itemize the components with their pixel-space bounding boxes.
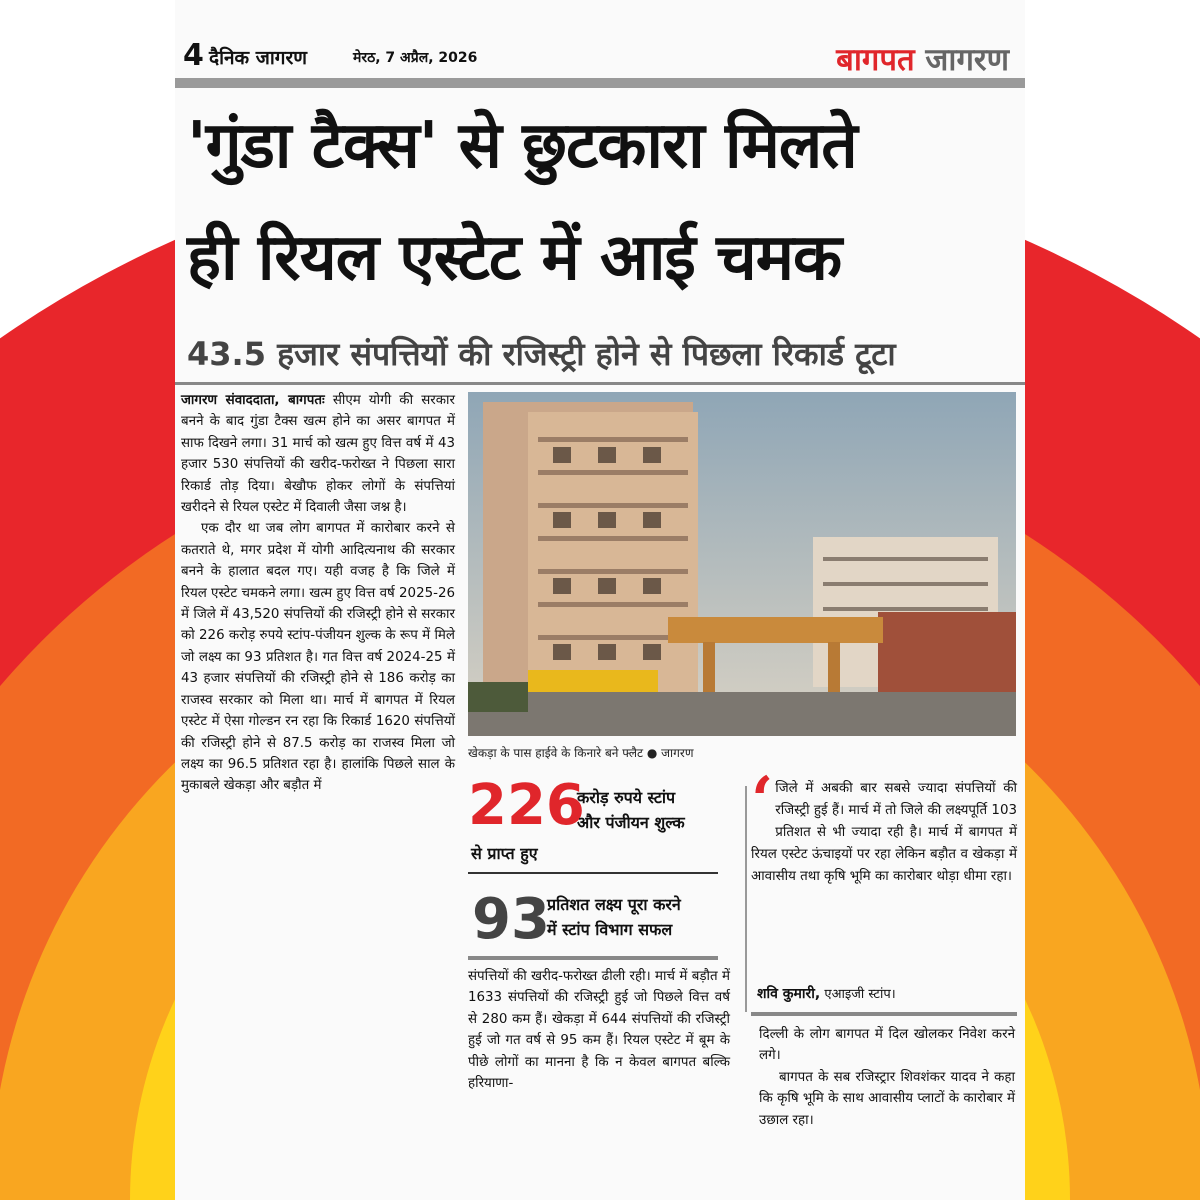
stat-divider (468, 872, 718, 874)
article-column-3-paragraph-1: दिल्ली के लोग बागपत में दिल खोलकर निवेश करने लगे। (759, 1027, 1015, 1064)
masthead-rule (175, 78, 1025, 88)
divider (175, 382, 1025, 385)
stat-text-93-line-1: प्रतिशत लक्ष्य पूरा करने (547, 895, 681, 914)
date-line: मेरठ, 7 अप्रैल, 2026 (353, 50, 478, 66)
edition-title (836, 38, 1009, 80)
stat-text-93-line-2: में स्टांप विभाग सफल (547, 920, 673, 939)
stat-divider-bottom (468, 956, 718, 960)
headline (187, 90, 1017, 314)
article-column-2-text: संपत्तियों की खरीद-फरोख्त ढीली रही। मार्च में बड़ौत में 1633 संपत्तियों की रजिस्ट्री हुई जो पिछले वित्त वर्ष से 280 कम हैं। खेकड़ा में 644 संपत्तियों की रजिस्ट्री हुई जो गत वर्ष से 95 कम हैं। रियल एस्टेट में बूम के पीछे लोगों का मानना है कि न केवल बागपत बल्कि हरियाणा- (468, 969, 730, 1092)
article-column-3-paragraph-2: बागपत के सब रजिस्ट्रार शिवशंकर यादव ने कहा कि कृषि भूमि के साथ आवासीय प्लाटों के कारोबार में उछाल रहा। (759, 1069, 1015, 1128)
byline: जागरण संवाददाता, बागपतः (181, 393, 325, 408)
quote-box (751, 763, 1017, 888)
article-paragraph-2: एक दौर था जब लोग बागपत में कारोबार करने से कतराते थे, मगर प्रदेश में योगी आदित्यनाथ की सरकार बनने के हालात बदल गए। यही वजह है कि जिले में रियल एस्टेट चमकने लगा। खत्म हुए वित्त वर्ष 2025-26 में जिले में 43,520 संपत्तियों की रजिस्ट्री होने से सरकार को 226 करोड़ रुपये स्टांप-पंजीयन शुल्क के रूप में मिले जो लक्ष्य का 93 प्रतिशत है। गत वित्त वर्ष 2024-25 में 43 हजार संपत्तियों की रजिस्ट्री होने से 186 करोड़ का राजस्व सरकार को मिला था। मार्च में बागपत में रियल एस्टेट में ऐसा गोल्डन रन रहा कि रिकार्ड 1620 संपत्तियों की रजिस्ट्री होने से 87.5 करोड़ का राजस्व मिला जो लक्ष्य का 96.5 प्रतिशत रहा है। हालांकि पिछले साल के मुकाबले खेकड़ा और बड़ौत में (181, 521, 455, 794)
stat-box-226 (468, 773, 585, 838)
article-column-3 (759, 1024, 1015, 1131)
quote-author: शवि कुमारी, (757, 986, 821, 1002)
photo-credit: जागरण (661, 746, 694, 760)
article-column-2 (468, 966, 730, 1094)
masthead (183, 38, 1017, 78)
edition-title-grey: जागरण (925, 42, 1009, 78)
edition-title-red: बागपत (836, 42, 915, 78)
quote-attribution (757, 984, 896, 1003)
article-paragraph-1: सीएम योगी की सरकार बनने के बाद गुंडा टैक्स खत्म होने का असर बागपत में साफ दिखने लगा। 31 मार्च को खत्म हुए वित्त वर्ष में 43 हजार 530 संपत्तियों की खरीद-फरोख्त ने पिछला सारा रिकार्ड तोड़ दिया। बेखौफ होकर लोगों के संपत्तियां खरीदने से रियल एस्टेट में दिवाली जैसा जश्न है। (181, 393, 455, 516)
stat-text-226-line-2: और पंजीयन शुल्क (577, 813, 685, 832)
sub-headline: 43.5 हजार संपत्तियों की रजिस्ट्री होने से पिछला रिकार्ड टूटा (187, 335, 896, 373)
quote-divider-bottom (751, 1012, 1017, 1016)
stat-number-93: 93 (472, 887, 550, 952)
page-number: 4 (183, 38, 204, 73)
quote-author-title: एआइजी स्टांप। (824, 987, 896, 1002)
quote-mark-icon: ‘ (751, 763, 774, 838)
headline-line-2: ही रियल एस्टेट में आई चमक (187, 221, 842, 295)
building-photo (468, 392, 1016, 736)
caption-text: खेकड़ा के पास हाईवे के किनारे बने फ्लैट (468, 746, 644, 760)
stat-text-226-line-1: करोड़ रुपये स्टांप (577, 788, 676, 807)
quote-divider-vertical (745, 786, 747, 1012)
newspaper-name: दैनिक जागरण (209, 47, 307, 69)
stat-number-226: 226 (468, 773, 585, 838)
article-column-1 (181, 390, 455, 797)
newspaper-page (175, 0, 1025, 1200)
stat-text-93 (547, 892, 681, 942)
stat-text-226 (577, 785, 685, 835)
stat-text-226-line-3: से प्राप्त हुए (471, 844, 538, 863)
headline-line-1: 'गुंडा टैक्स' से छुटकारा मिलते (187, 109, 857, 183)
quote-text: जिले में अबकी बार सबसे ज्यादा संपत्तियों की रजिस्ट्री हुई हैं। मार्च में तो जिले की लक्ष्यपूर्ति 103 प्रतिशत से भी ज्यादा रही है। मार्च में बागपत में रियल एस्टेट ऊंचाइयों पर रहा लेकिन बड़ौत व खेकड़ा में आवासीय तथा कृषि भूमि का कारोबार थोड़ा धीमा रहा। (751, 781, 1017, 884)
photo-caption: खेकड़ा के पास हाईवे के किनारे बने फ्लैट ● जागरण (468, 746, 694, 760)
